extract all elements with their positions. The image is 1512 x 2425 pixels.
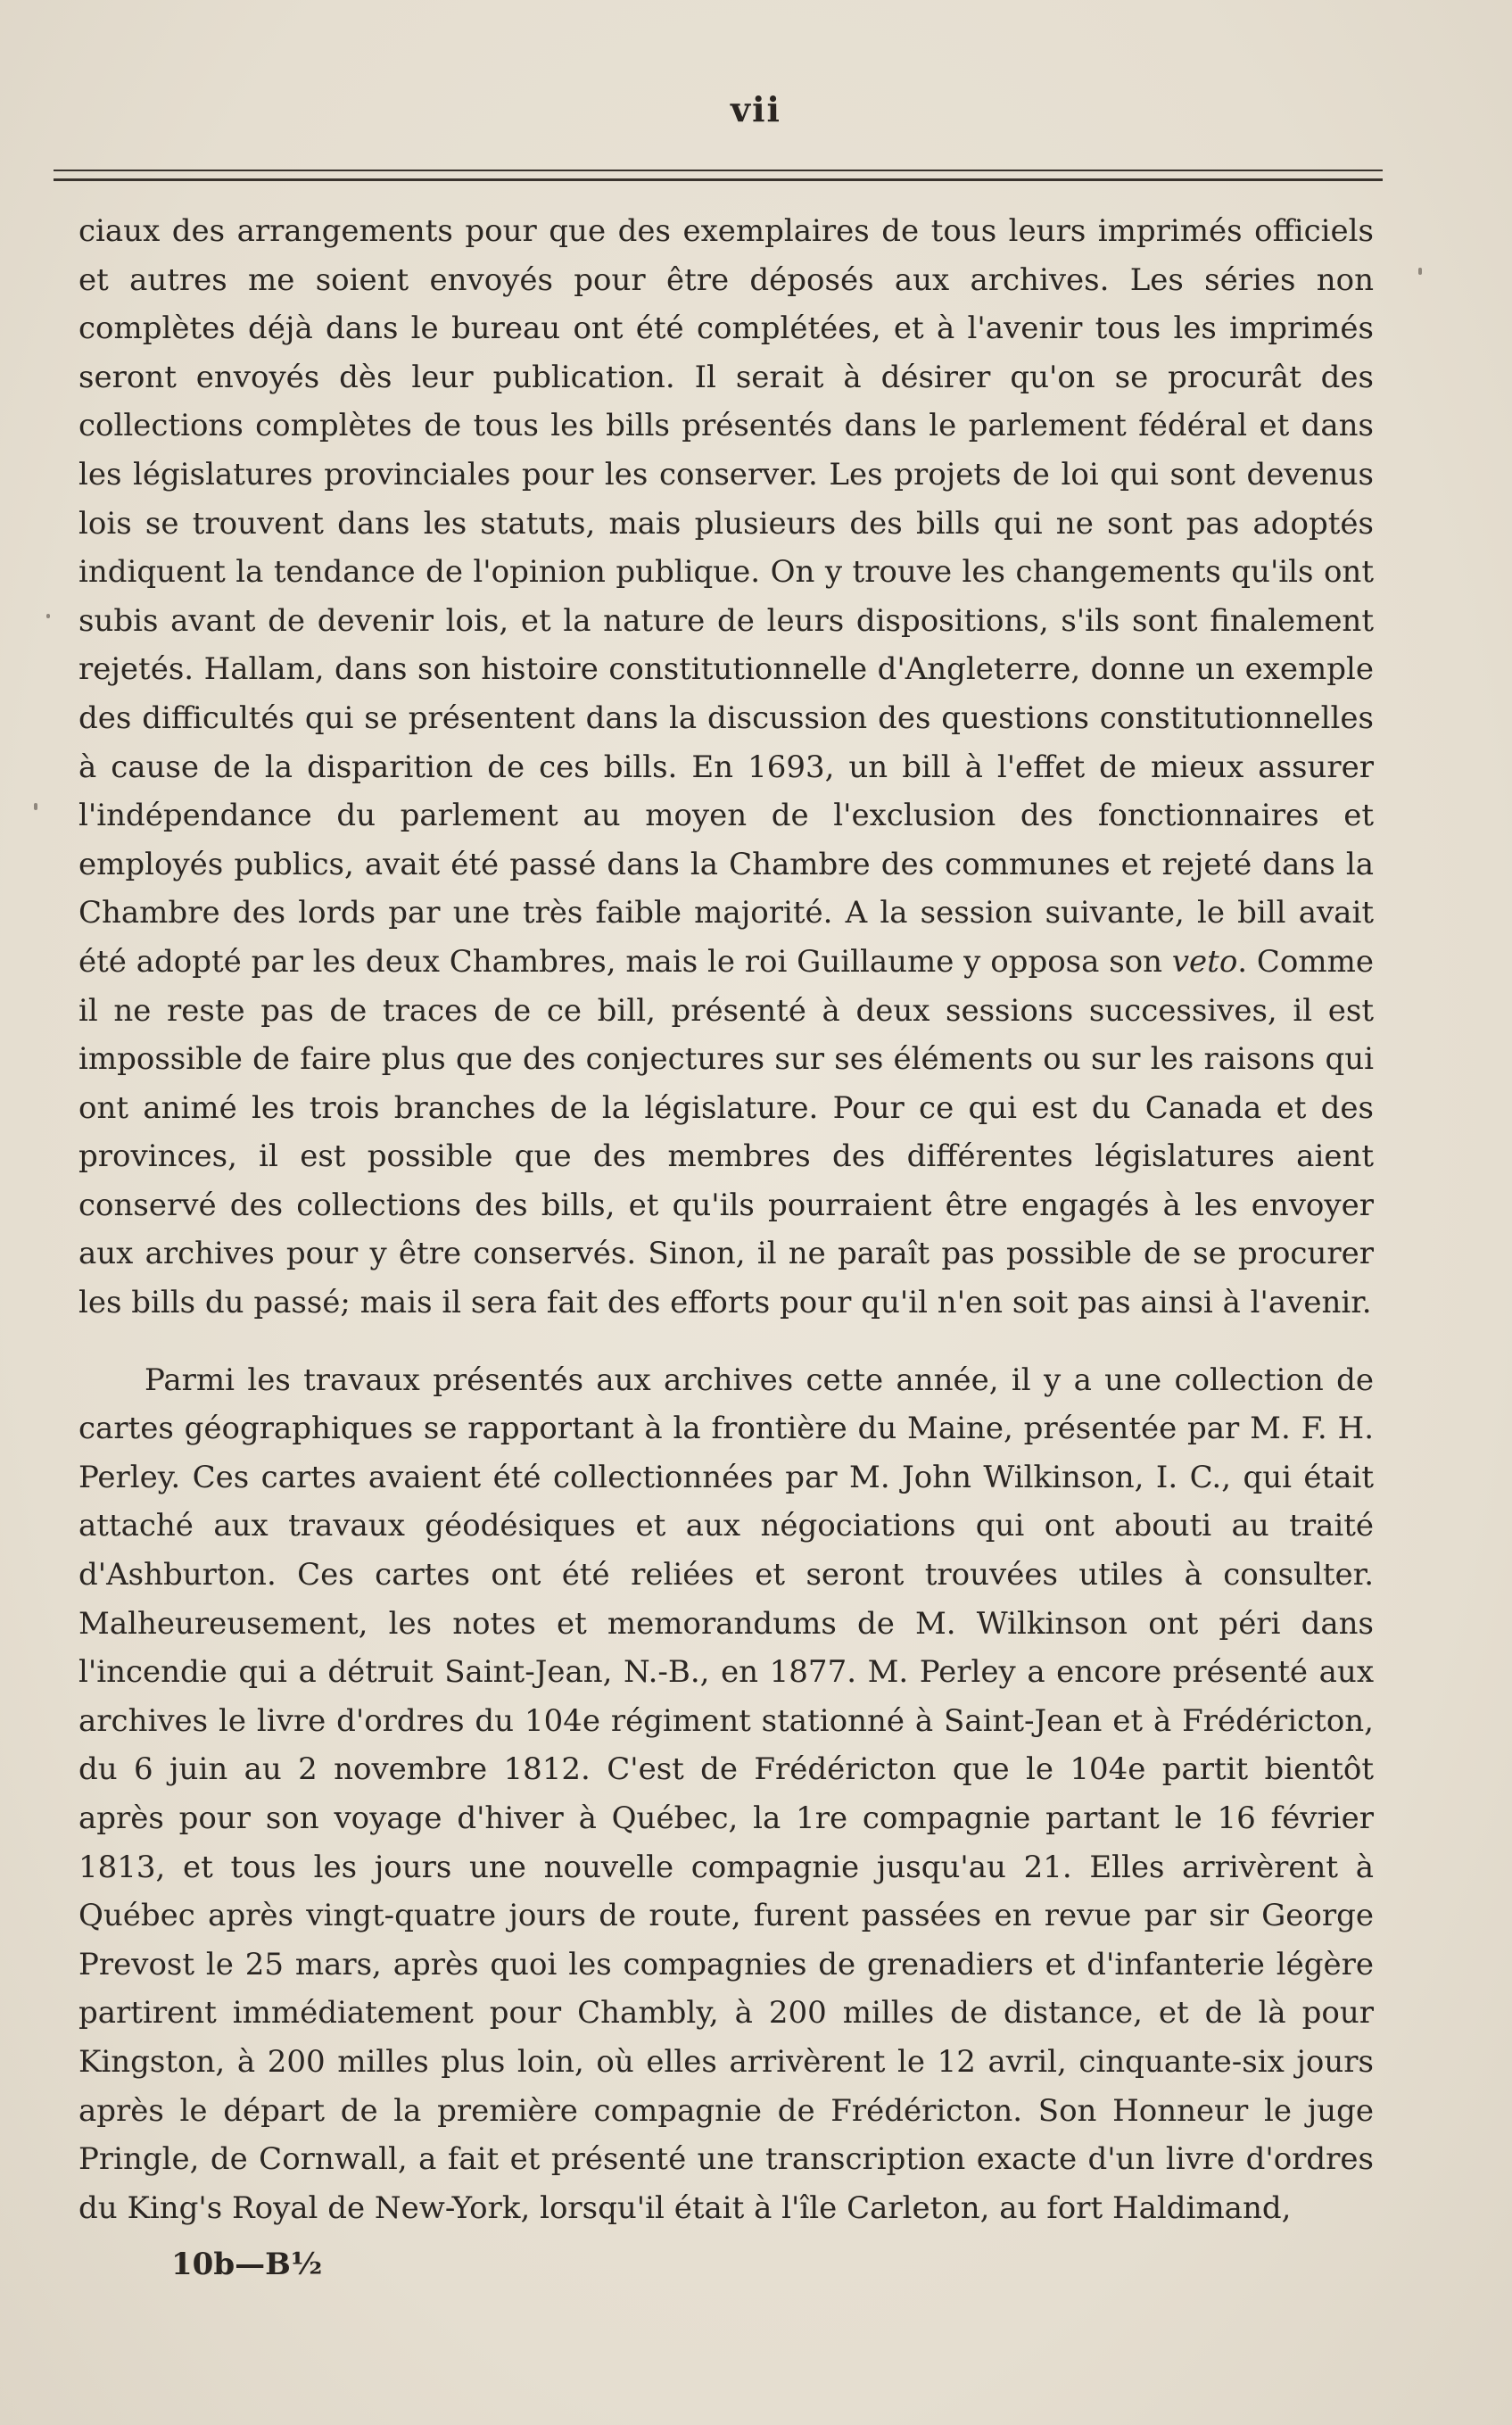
page-number: vii xyxy=(731,89,781,129)
paper-speck xyxy=(34,803,37,810)
paper-speck xyxy=(46,614,50,618)
signature-mark: 10b—B½ xyxy=(171,2247,323,2282)
paper-speck xyxy=(1418,268,1422,275)
italic-word: veto xyxy=(1171,943,1238,980)
body-text xyxy=(78,207,1374,2232)
header-rule-thin xyxy=(54,170,1383,171)
header-rule-thick xyxy=(54,178,1383,181)
paragraph-2: Parmi les travaux présentés aux archives cette année, il y a une collection de cartes géographiques se rapportant à la frontière du Maine, présentée par M. F. H. Perley. Ces cartes avaient été collectionnées par M. John Wilkinson, I. C., qui était attaché aux travaux géodésiques et aux négociations qui ont abouti au traité d'Ashburton. Ces cartes ont été reliées et seront trouvées utiles à consulter. Malheureusement, les notes et memorandums de M. Wilkinson ont péri dans l'incendie qui a détruit Saint-Jean, N.-B., en 1877. M. Perley a encore présenté aux archives le livre d'ordres du 104e régiment stationné à Saint-Jean et à Frédéricton, du 6 juin au 2 novembre 1812. C'est de Frédéricton que le 104e partit bientôt après pour son voyage d'hiver à Québec, la 1re compagnie partant le 16 février 1813, et tous les jours une nouvelle compagnie jusqu'au 21. Elles arrivèrent à Québec après vingt-quatre jours de route, furent passées en revue par sir George Prevost le 25 mars, après quoi les compagnies de grenadiers et d'infanterie légère partirent immédiatement pour Chambly, à 200 milles de distance, et de là pour Kingston, à 200 milles plus loin, où elles arrivèrent le 12 avril, cinquante-six jours après le départ de la première compagnie de Frédéricton. Son Honneur le juge Pringle, de Cornwall, a fait et présenté une transcription exacte d'un livre d'ordres du King's Royal de New-York, lorsqu'il était à l'île Carleton, au fort Haldimand, xyxy=(78,1361,1374,2226)
paragraph-1: ciaux des arrangements pour que des exemplaires de tous leurs imprimés officiels et autres me soient envoyés pour être déposés aux archives. Les séries non complètes déjà dans le bureau ont été complétées, et à l'avenir tous les imprimés seront envoyés dès leur publication. Il serait à désirer qu'on se procurât des collections complètes de tous les bills présentés dans le parlement fédéral et dans les législatures provinciales pour les conserver. Les projets de loi qui sont devenus lois se trouvent dans les statuts, mais plusieurs des bills qui ne sont pas adoptés indiquent la tendance de l'opinion publique. On y trouve les changements qu'ils ont subis avant de devenir lois, et la nature de leurs dispositions, s'ils sont finalement rejetés. Hallam, dans son histoire constitutionnelle d'Angleterre, donne un exemple des difficultés qui se présentent dans la discussion des questions constitutionnelles à cause de la disparition de ces bills. En 1693, un bill à l'effet de mieux assurer l'indépendance du parlement au moyen de l'exclusion des fonctionnaires et employés publics, avait été passé dans la Chambre des communes et rejeté dans la Chambre des lords par une très faible majorité. A la session suivante, le bill avait été adopté par les deux Chambres, mais le roi Guillaume y opposa son veto. Comme il ne reste pas de traces de ce bill, présenté à deux sessions successives, il est impossible de faire plus que des conjectures sur ses éléments ou sur les raisons qui ont animé les trois branches de la législature. Pour ce qui est du Canada et des provinces, il est possible que des membres des différentes législatures aient conservé des collections des bills, et qu'ils pourraient être engagés à les envoyer aux archives pour y être conservés. Sinon, il ne paraît pas possible de se procurer les bills du passé; mais il sera fait des efforts pour qu'il n'en soit pas ainsi à l'avenir. xyxy=(78,213,1374,1321)
